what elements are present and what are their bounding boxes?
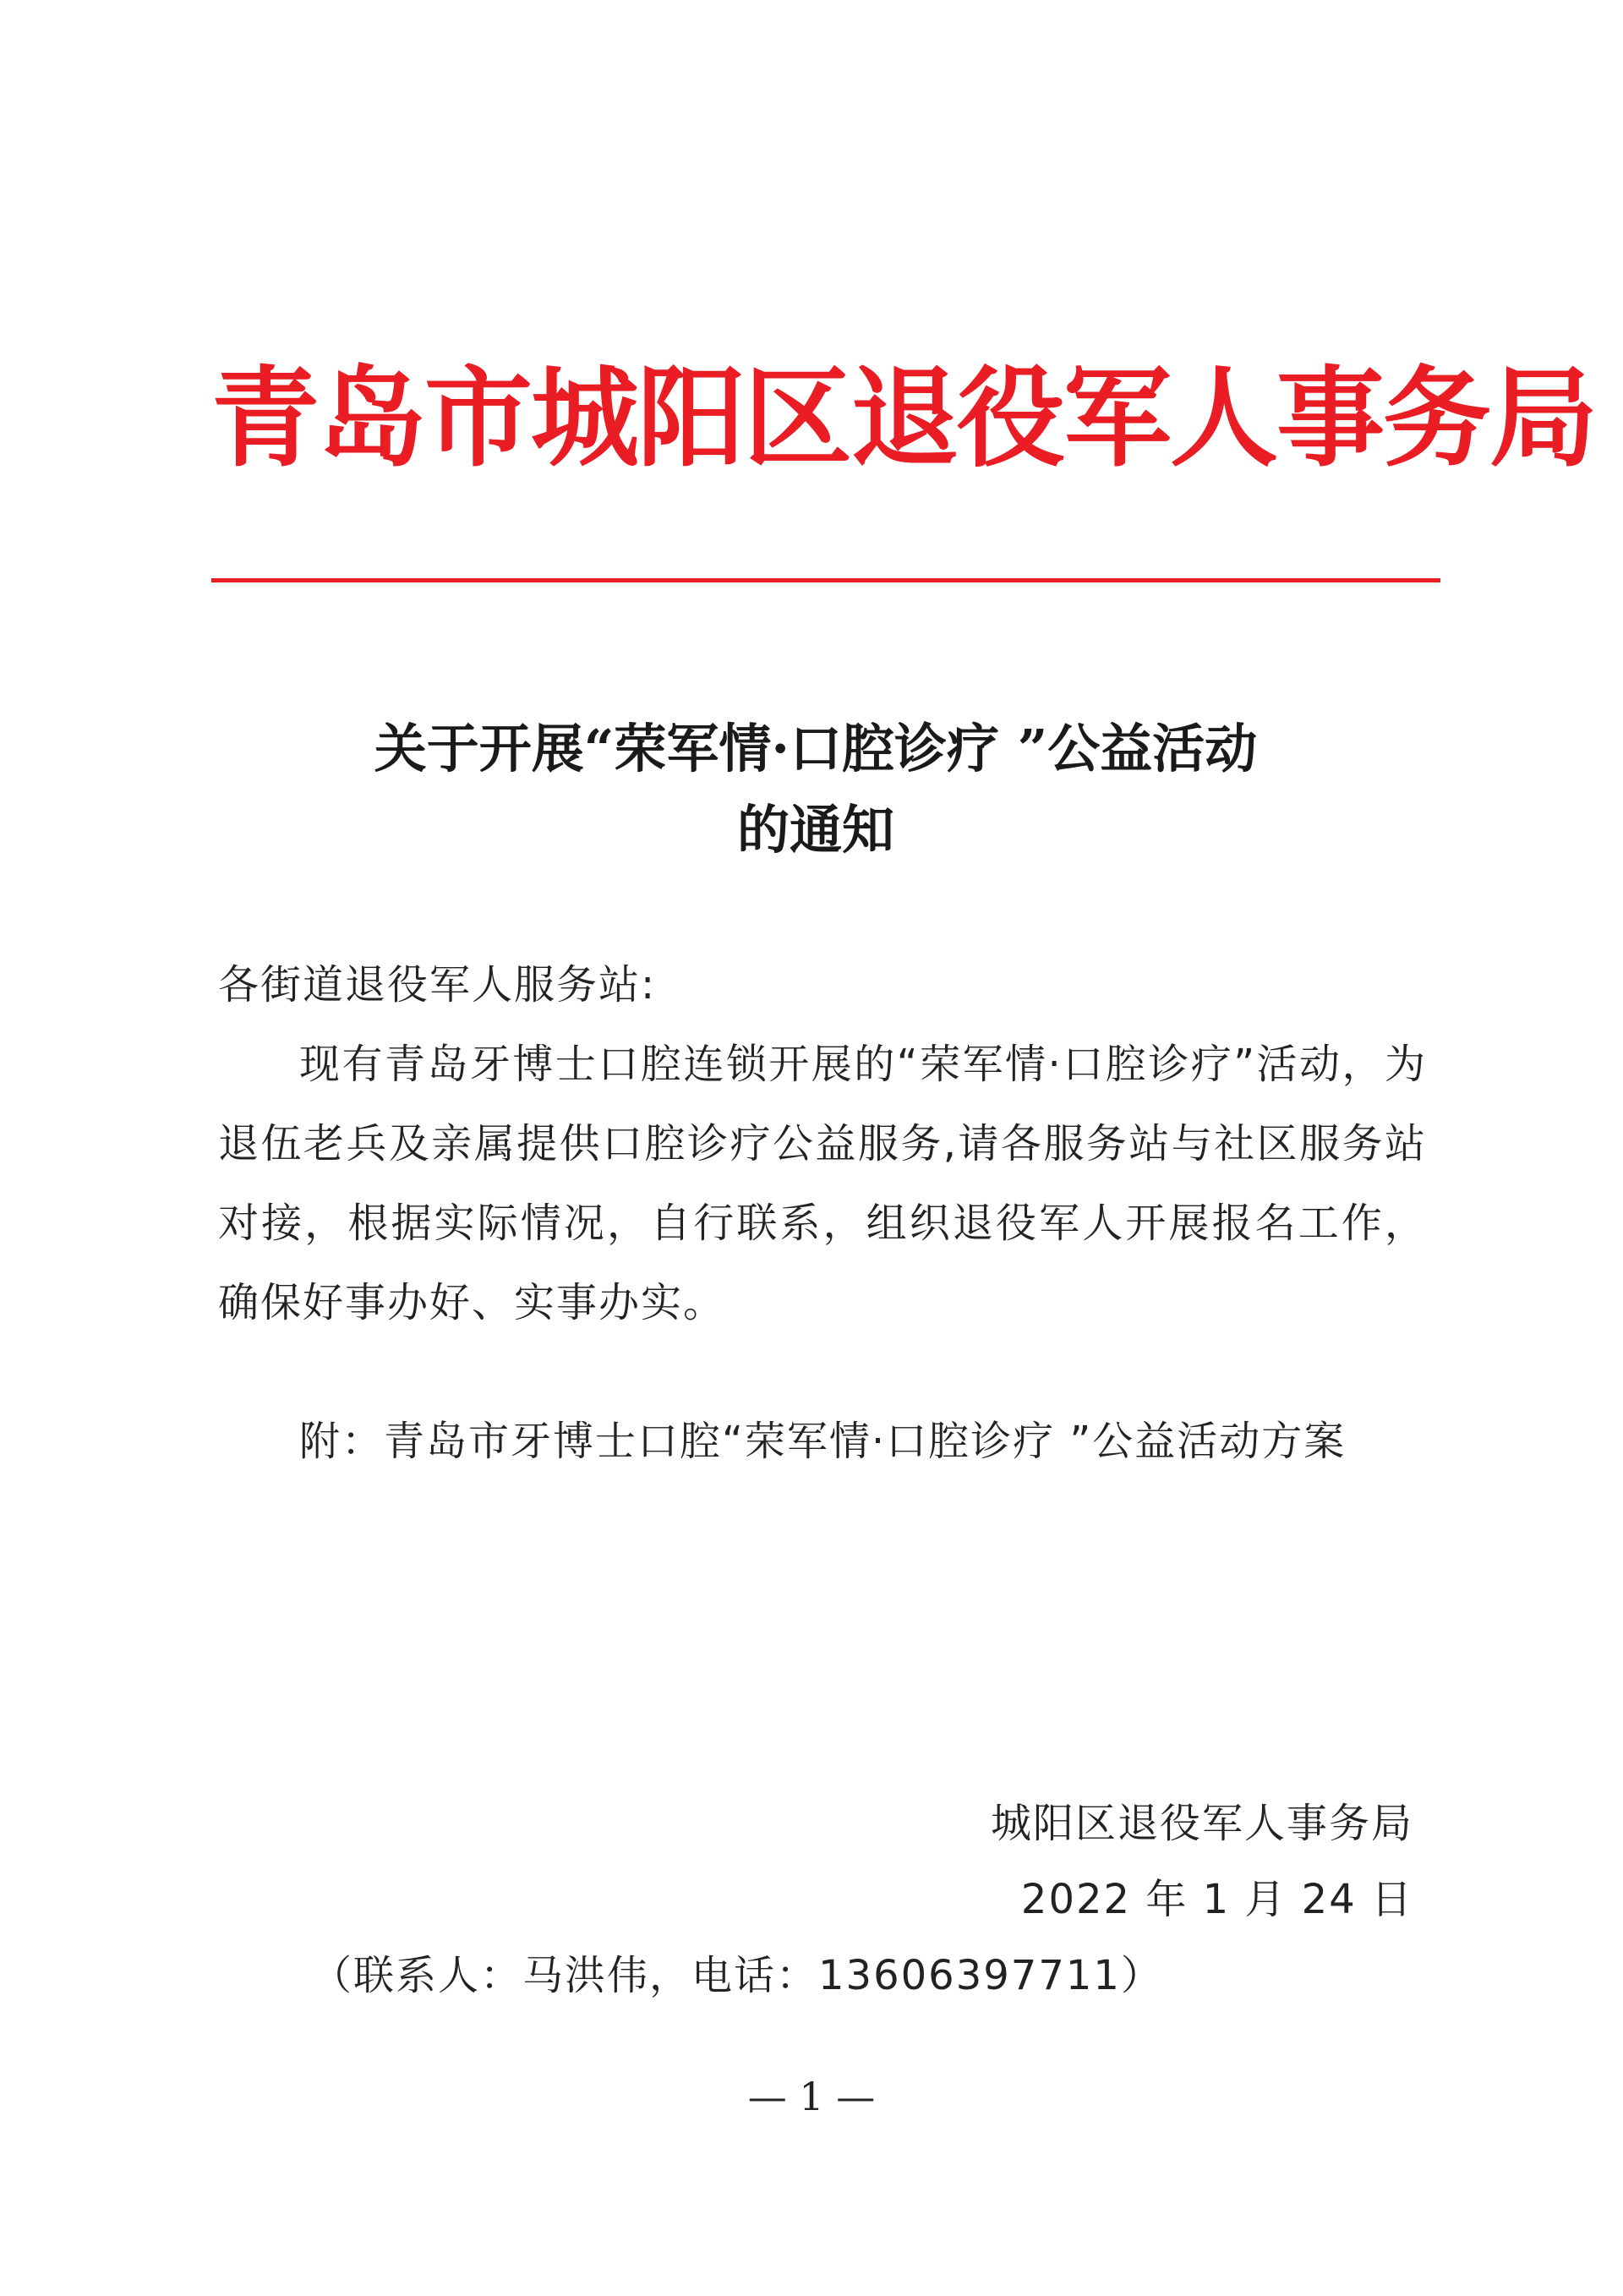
contact-info: （联系人：马洪伟，电话：13606397711） — [311, 1952, 1163, 1999]
salutation: 各街道退役军人服务站: — [218, 961, 657, 1009]
document-title — [211, 708, 1420, 871]
document-title-line2: 的通知 — [736, 799, 894, 861]
red-divider-rule — [211, 578, 1440, 582]
signature-date: 2022 年 1 月 24 日 — [1020, 1876, 1413, 1923]
body-paragraph: 现有青岛牙博士口腔连锁开展的“荣军情·口腔诊疗”活动，为退伍老兵及亲属提供口腔诊疗公益服务,请各服务站与社区服务站对接，根据实际情况，自行联系，组织退役军人开展报名工作，确保好事办好、实事办实。 — [218, 1041, 1427, 1326]
masthead-org-name: 青岛市城阳区退役军人事务局 — [211, 355, 1597, 482]
attachment-note: 附：青岛市牙博士口腔“荣军情·口腔诊疗 ”公益活动方案 — [299, 1418, 1347, 1465]
page-number: — 1 — — [747, 2074, 876, 2119]
signature-org: 城阳区退役军人事务局 — [990, 1800, 1413, 1847]
document-title-line1: 关于开展“荣军情·口腔诊疗 ”公益活动 — [374, 718, 1258, 779]
